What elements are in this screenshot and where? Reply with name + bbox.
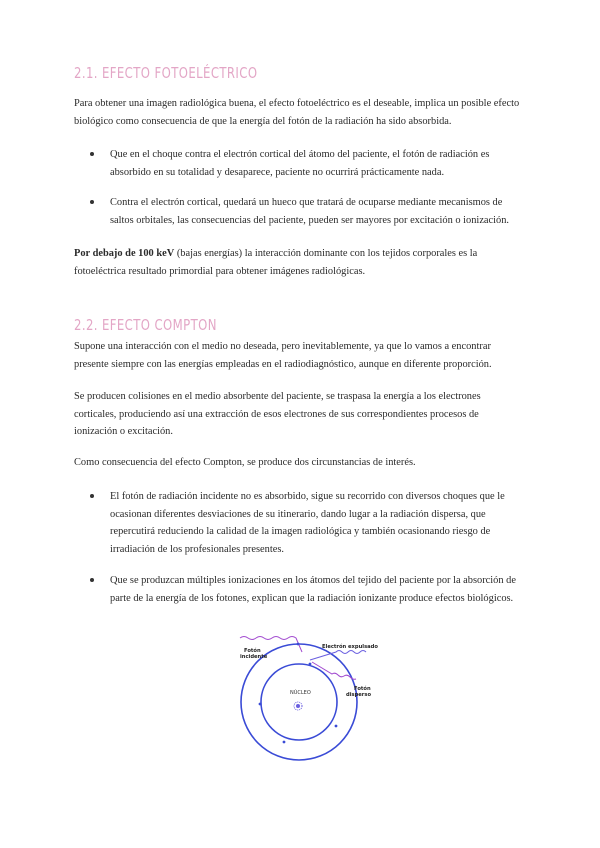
electron-dot <box>309 663 312 666</box>
bullet-icon <box>90 578 94 582</box>
energy-note <box>74 245 524 280</box>
scattered-photon-wave <box>312 662 356 679</box>
incident-photon-label: Fotón incidente <box>240 648 268 660</box>
section-heading-compton: 2.2. EFECTO COMPTON <box>74 316 217 335</box>
compton-paragraph-1: Supone una interacción con el medio no deseada, pero inevitablemente, ya que lo vamos a encontrar presente siempre con las energías empleadas en el radiodiagnóstico, aunque en diferente proporción. <box>74 341 492 370</box>
compton-diagram <box>232 634 392 774</box>
bullet-icon <box>90 152 94 156</box>
energy-note-bold: Por debajo de 100 keV <box>74 248 175 259</box>
scattered-photon-label: Fotón disperso <box>346 686 372 698</box>
list-item: Que se produzcan múltiples ionizaciones en los átomos del tejido del paciente por la absorción de parte de la energía de los fotones, explican que la radiación ionizante produce efectos biológicos. <box>92 572 522 607</box>
list-item: El fotón de radiación incidente no es absorbido, sigue su recorrido con diversos choques que le ocasionan diferentes desviaciones de su itinerario, dando lugar a la radiación dispersa, que repercutirá reduciendo la calidad de la imagen radiológica y también ocasionando riesgo de irradiación de los profesionales presentes. <box>92 488 522 558</box>
energy-note-text: (bajas energías) la interacción dominante con los tejidos corporales es la fotoeléctrica resultado primordial para obtener imágenes radiológicas. <box>74 248 478 277</box>
compton-paragraph-2: Se producen colisiones en el medio absorbente del paciente, se traspasa la energía a los electrones corticales, produciendo así una extracción de esos electrones de sus correspondientes procesos de ionización o excitación. <box>74 391 481 437</box>
photoelectric-intro: Para obtener una imagen radiológica buena, el efecto fotoeléctrico es el deseable, implica un posible efecto biológico como consecuencia de que la energía del fotón de la radiación ha sido absorbida. <box>74 98 520 127</box>
nucleus-icon <box>294 702 302 710</box>
list-item: Que en el choque contra el electrón cortical del átomo del paciente, el fotón de radiación es absorbido en su totalidad y desaparece, paciente no ocurrirá prácticamente nada. <box>92 146 522 181</box>
outer-orbit <box>241 644 357 760</box>
ejected-electron-label: Electrón expulsado <box>322 644 378 650</box>
bullet-icon <box>90 200 94 204</box>
electron-dot <box>259 703 262 706</box>
electron-dot <box>297 643 300 646</box>
inner-orbit <box>261 664 337 740</box>
bullet-icon <box>90 494 94 498</box>
list-item: Contra el electrón cortical, quedará un hueco que tratará de ocuparse mediante mecanismos de saltos orbitales, las consecuencias del paciente, pueden ser mayores por excitación o ionización. <box>92 194 522 229</box>
nucleus-label: NÚCLEO <box>290 690 311 696</box>
section-heading-photoelectric: 2.1. EFECTO FOTOELÉCTRICO <box>74 64 258 83</box>
electron-dot <box>335 725 338 728</box>
compton-paragraph-3: Como consecuencia del efecto Compton, se produce dos circunstancias de interés. <box>74 457 416 468</box>
electron-dot <box>283 741 286 744</box>
